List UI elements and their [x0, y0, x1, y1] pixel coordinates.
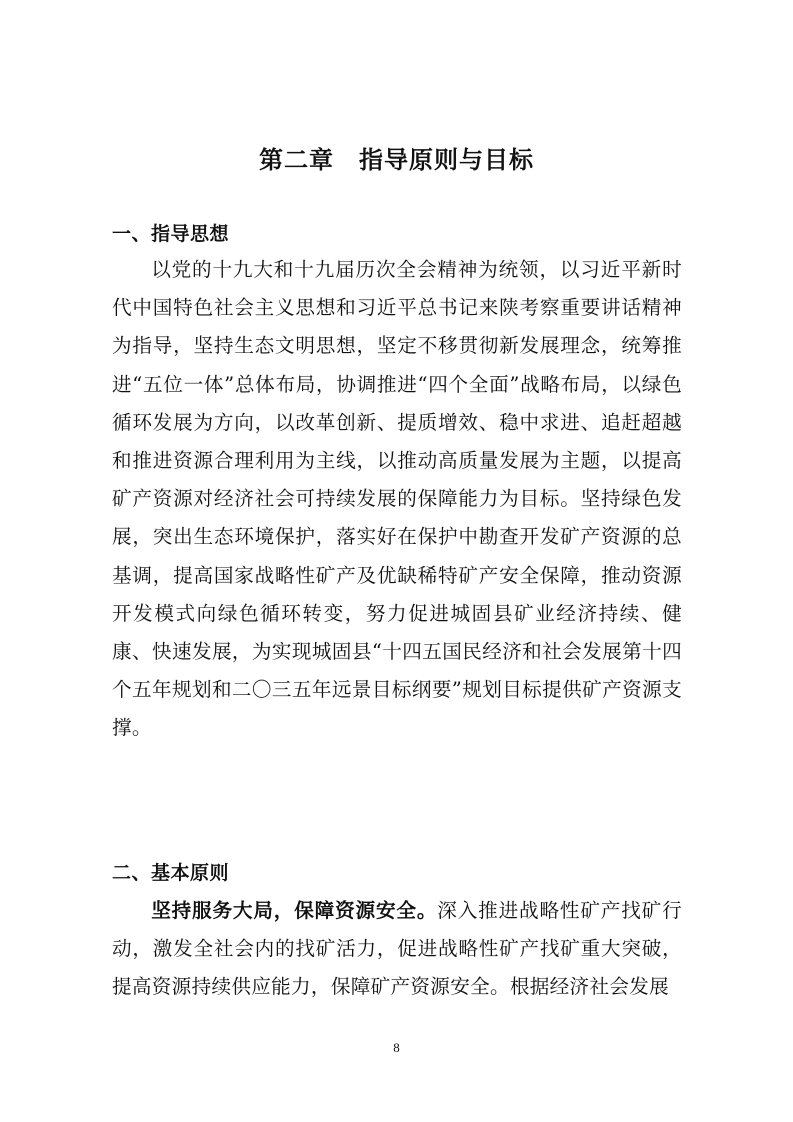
- page-number: 8: [393, 1040, 400, 1055]
- basic-principles-paragraph: [112, 892, 682, 1007]
- chapter-title: 第二章 指导原则与目标: [259, 146, 534, 174]
- section-heading-basic-principles: 二、基本原则: [112, 862, 230, 884]
- guiding-ideology-paragraph: 以党的十九大和十九届历次全会精神为统领，以习近平新时代中国特色社会主义思想和习近平总书记来陕考察重要讲话精神为指导，坚持生态文明思想，坚定不移贯彻新发展理念，统筹推进“五位一体”总体布局，协调推进“四个全面”战略布局，以绿色循环发展为方向，以改革创新、提质增效、稳中求进、追赶超越和推进资源合理利用为主线，以推动高质量发展为主题，以提高矿产资源对经济社会可持续发展的保障能力为目标。坚持绿色发展，突出生态环境保护，落实好在保护中勘查开发矿产资源的总基调，提高国家战略性矿产及优缺稀特矿产安全保障，推动资源开发模式向绿色循环转变，努力促进城固县矿业经济持续、健康、快速发展，为实现城固县“十四五国民经济和社会发展第十四个五年规划和二〇三五年远景目标纲要”规划目标提供矿产资源支撑。: [112, 258, 682, 740]
- principle-body-text: 深入推进战略性矿产找矿行动，激发全社会内的找矿活力，促进战略性矿产找矿重大突破，提高资源持续供应能力，保障矿产资源安全。根据经济社会发展: [112, 899, 682, 999]
- section-heading-guiding-ideology: 一、指导思想: [112, 223, 230, 245]
- principle-lead-text: 坚持服务大局，保障资源安全。: [151, 899, 438, 922]
